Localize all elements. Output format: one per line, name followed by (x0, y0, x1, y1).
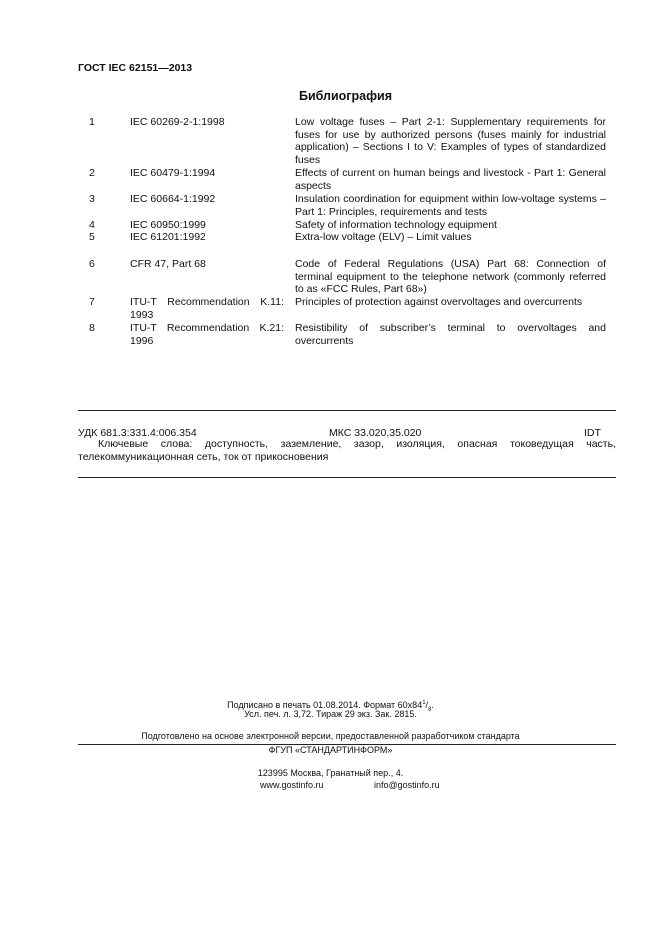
divider-bottom (78, 477, 616, 478)
divider-top (78, 410, 616, 411)
entry-description: Resistibility of subscriber’s terminal to overvoltages and overcurrents (295, 322, 606, 347)
entry-number: 1 (89, 116, 95, 128)
entry-reference: IEC 60479-1:1994 (130, 167, 216, 179)
entry-number: 3 (89, 193, 95, 205)
document-header: ГОСТ IEC 62151—2013 (78, 62, 193, 74)
entry-reference: ITU-T Recommendation K.21: 1996 (130, 322, 284, 347)
keywords-line-2: телекоммуникационная сеть, ток от прикосновения (78, 451, 329, 463)
bibliography-title: Библиография (298, 89, 393, 103)
entry-number: 7 (89, 296, 95, 308)
entry-number: 4 (89, 219, 95, 231)
keywords-line-1: Ключевые слова: доступность, заземление, зазор, изоляция, опасная токоведущая часть, (98, 438, 616, 450)
entry-description: Extra-low voltage (ELV) – Limit values (295, 231, 472, 243)
website-link[interactable]: www.gostinfo.ru (260, 780, 324, 790)
entry-description: Principles of protection against overvoltages and overcurrents (295, 296, 583, 308)
print-run: Усл. печ. л. 3,72. Тираж 29 экз. Зак. 2815. (244, 709, 417, 719)
format-fraction-denominator: 8 (428, 706, 432, 713)
entry-number: 5 (89, 231, 95, 243)
entry-reference: ITU-T Recommendation K.11: 1993 (130, 296, 284, 321)
format-fraction-numerator: 1 (422, 700, 426, 706)
email-link[interactable]: info@gostinfo.ru (374, 780, 440, 790)
entry-description: Effects of current on human beings and livestock - Part 1: General aspects (295, 167, 606, 192)
entry-number: 8 (89, 322, 95, 334)
entry-description: Insulation coordination for equipment within low-voltage systems – Part 1: Principles, requirements and tests (295, 193, 606, 218)
idt-marker: IDT (584, 427, 601, 439)
publisher-name: ФГУП «СТАНДАРТИНФОРМ» (268, 745, 393, 755)
entry-reference: IEC 60269-2-1:1998 (130, 116, 225, 128)
entry-reference: IEC 61201:1992 (130, 231, 206, 243)
udk-code: УДК 681.3:331.4:006.354 (78, 427, 197, 439)
prepared-note: Подготовлено на основе электронной версии, предоставленной разработчиком стандарта (141, 731, 520, 741)
entry-reference: CFR 47, Part 68 (130, 258, 206, 270)
keywords (78, 438, 616, 464)
entry-number: 6 (89, 258, 95, 270)
entry-description: Safety of information technology equipment (295, 219, 497, 231)
entry-reference: IEC 60664-1:1992 (130, 193, 216, 205)
publisher-address: 123995 Москва, Гранатный пер., 4. (257, 768, 404, 778)
signed-text: Подписано в печать 01.08.2014. Формат 60х84 (227, 700, 423, 710)
entry-description: Code of Federal Regulations (USA) Part 68: Connection of terminal equipment to the telephone network (commonly referred to as «FCC Rules, Part 68») (295, 258, 606, 296)
signed-for-print: Подписано в печать 01.08.2014. Формат $60х84^1/_8$. (227, 700, 434, 713)
entry-number: 2 (89, 167, 95, 179)
mks-code: МКС 33.020,35.020 (329, 427, 422, 439)
entry-reference: IEC 60950:1999 (130, 219, 206, 231)
entry-description: Low voltage fuses – Part 2-1: Supplementary requirements for fuses for use by authorized persons (fuses mainly for industrial application) – Sections I to V: Examples of types of standardized fuses (295, 116, 606, 166)
